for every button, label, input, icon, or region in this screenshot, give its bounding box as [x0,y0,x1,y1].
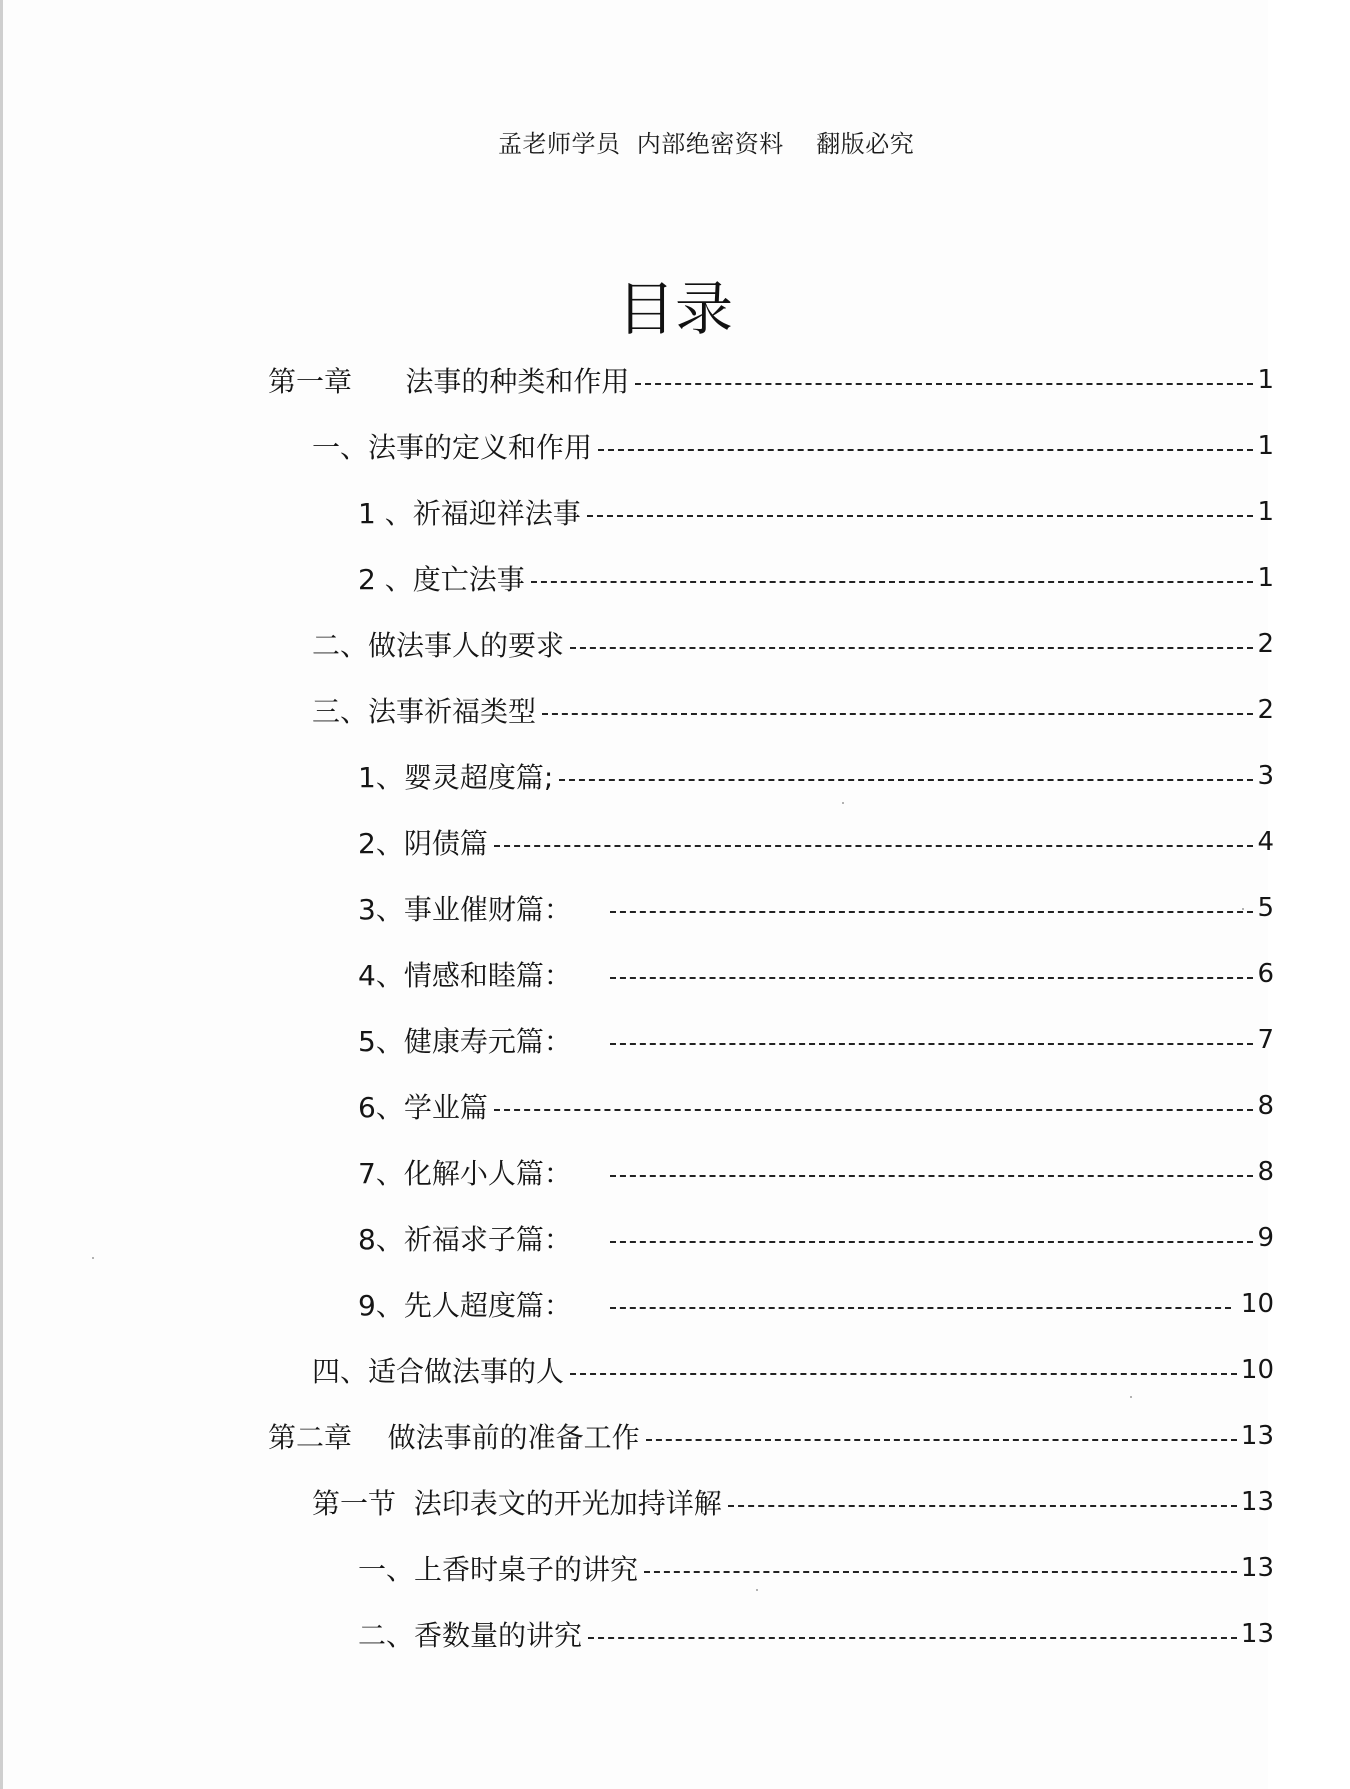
toc-entry-chapter-1 [268,360,1274,400]
toc-entry-page: 6 [1257,959,1274,989]
toc-entry-page: 13 [1240,1487,1274,1517]
toc-leader-dots [635,383,1253,385]
toc-entry-section-4 [312,1350,1274,1390]
toc-leader-dots [542,713,1253,715]
toc-entry-page: 1 [1257,563,1274,593]
toc-leader-dots [610,911,1254,913]
toc-entry-page: 10 [1240,1289,1274,1319]
toc-leader-dots [588,1637,1237,1639]
toc-entry-label: 3、事业催财篇： [358,893,572,926]
toc-entry-item-3-7 [358,1152,1274,1192]
toc-entry-item-3-8 [358,1218,1274,1258]
toc-entry-page: 10 [1240,1355,1274,1385]
toc-entry-label: 4、情感和睦篇： [358,959,572,992]
scan-speck [1242,908,1244,910]
toc-entry-section-2 [312,624,1274,664]
toc-entry-page: 7 [1257,1025,1274,1055]
toc-entry-page: 1 [1257,365,1274,395]
toc-entry-label: 1、婴灵超度篇; [358,761,554,794]
toc-entry-label: 三、法事祈福类型 [312,695,537,728]
toc-entry-item-3-4 [358,954,1274,994]
toc-entry-page: 2 [1257,629,1274,659]
toc-leader-dots [570,647,1253,649]
scan-speck [92,1257,94,1259]
toc-entry-label: 2 、度亡法事 [358,563,525,596]
toc-title: 目录 [616,275,733,343]
toc-entry-label: 一、法事的定义和作用 [312,431,593,464]
toc-leader-dots [610,1307,1231,1309]
toc-entry-item-3-3 [358,888,1274,928]
scan-speck [1130,1396,1132,1398]
toc-entry-label: 二、做法事人的要求 [312,629,565,662]
toc-leader-dots [598,449,1253,451]
scan-speck [756,1589,758,1591]
toc-entry-page: 3 [1257,761,1274,791]
scan-speck [842,802,844,804]
toc-entry-item-1-1 [358,492,1274,532]
toc-leader-dots [644,1571,1237,1573]
toc-entry-item-3-9 [358,1284,1274,1324]
toc-entry-label: 第二章 做法事前的准备工作 [268,1421,640,1454]
header-note: 孟老师学员 内部绝密资料 翻版必究 [498,130,915,158]
toc-entry-page: 1 [1257,497,1274,527]
toc-entry-page: 4 [1257,827,1274,857]
toc-entry-label: 7、化解小人篇： [358,1157,572,1190]
toc-entry-chapter-2-section-1 [312,1482,1274,1522]
toc-entry-label: 2、阴债篇 [358,827,488,860]
toc-leader-dots [570,1373,1237,1375]
toc-leader-dots [531,581,1254,583]
toc-entry-label: 8、祈福求子篇： [358,1223,572,1256]
toc-leader-dots [610,1241,1254,1243]
toc-entry-item-3-2 [358,822,1274,862]
toc-leader-dots [610,1175,1254,1177]
toc-entry-label: 第一节 法印表文的开光加持详解 [312,1487,722,1520]
toc-leader-dots [610,977,1254,979]
toc-leader-dots [646,1439,1237,1441]
toc-entry-page: 13 [1240,1619,1274,1649]
toc-entry-chapter-2-item-2 [358,1614,1274,1654]
toc-entry-item-3-1 [358,756,1274,796]
toc-entry-page: 1 [1257,431,1274,461]
toc-leader-dots [728,1505,1237,1507]
toc-entry-page: 9 [1257,1223,1274,1253]
toc-entry-chapter-2-item-1 [358,1548,1274,1588]
toc-entry-label: 5、健康寿元篇： [358,1025,572,1058]
toc-leader-dots [494,845,1254,847]
toc-entry-page: 8 [1257,1091,1274,1121]
toc-entry-page: 5 [1257,893,1274,923]
toc-entry-item-1-2 [358,558,1274,598]
toc-entry-label: 9、先人超度篇： [358,1289,572,1322]
toc-entry-page: 13 [1240,1553,1274,1583]
toc-entry-label: 6、学业篇 [358,1091,488,1124]
toc-entry-item-3-6 [358,1086,1274,1126]
toc-entry-chapter-2 [268,1416,1274,1456]
toc-entry-page: 8 [1257,1157,1274,1187]
toc-entry-section-3 [312,690,1274,730]
toc-leader-dots [559,779,1253,781]
toc-entry-page: 2 [1257,695,1274,725]
toc-entry-label: 二、香数量的讲究 [358,1619,583,1652]
toc-entry-section-1 [312,426,1274,466]
toc-entry-page: 13 [1240,1421,1274,1451]
toc-entry-label: 1 、祈福迎祥法事 [358,497,581,530]
toc-entry-label: 第一章 法事的种类和作用 [268,365,630,398]
toc-leader-dots [610,1043,1254,1045]
toc-entry-item-3-5 [358,1020,1274,1060]
toc-entry-label: 四、适合做法事的人 [312,1355,565,1388]
toc-leader-dots [494,1109,1254,1111]
toc-leader-dots [587,515,1254,517]
toc-entry-label: 一、上香时桌子的讲究 [358,1553,639,1586]
